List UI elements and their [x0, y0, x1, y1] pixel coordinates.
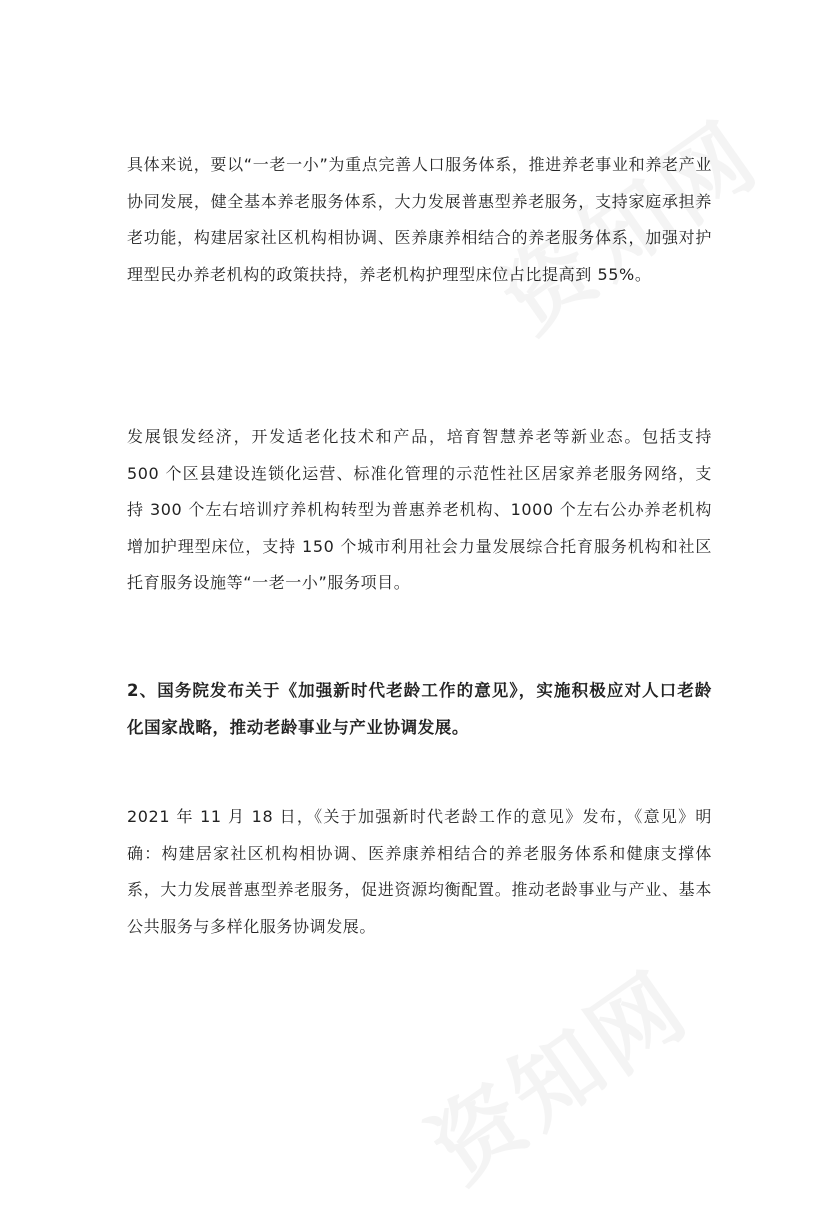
- paragraph-opinion-release: 2021 年 11 月 18 日，《关于加强新时代老龄工作的意见》发布，《意见》明确：构建居家社区机构相协调、医养康养相结合的养老服务体系和健康支撑体系，大力发展普惠型养老服务，促进资源均衡配置。推动老龄事业与产业、基本公共服务与多样化服务协调发展。: [127, 807, 712, 936]
- paragraph-pension-system: 具体来说，要以“一老一小”为重点完善人口服务体系，推进养老事业和养老产业协同发展，健全基本养老服务体系，大力发展普惠型养老服务，支持家庭承担养老功能，构建居家社区机构相协调、医养康养相结合的养老服务体系，加强对护理型民办养老机构的政策扶持，养老机构护理型床位占比提高到 55%。: [127, 155, 712, 284]
- paragraph-silver-economy: 发展银发经济，开发适老化技术和产品，培育智慧养老等新业态。包括支持 500 个区县建设连锁化运营、标准化管理的示范性社区居家养老服务网络，支持 300 个左右培训疗养机构转型为普惠养老机构、1000 个左右公办养老机构增加护理型床位，支持 150 个城市利用社会力量发展综合托育服务机构和社区托育服务设施等“一老一小”服务项目。: [127, 427, 712, 592]
- watermark-secondary: [400, 935, 710, 1207]
- section-heading: 2、国务院发布关于《加强新时代老龄工作的意见》，实施积极应对人口老龄化国家战略，推动老龄事业与产业协调发展。: [127, 681, 712, 737]
